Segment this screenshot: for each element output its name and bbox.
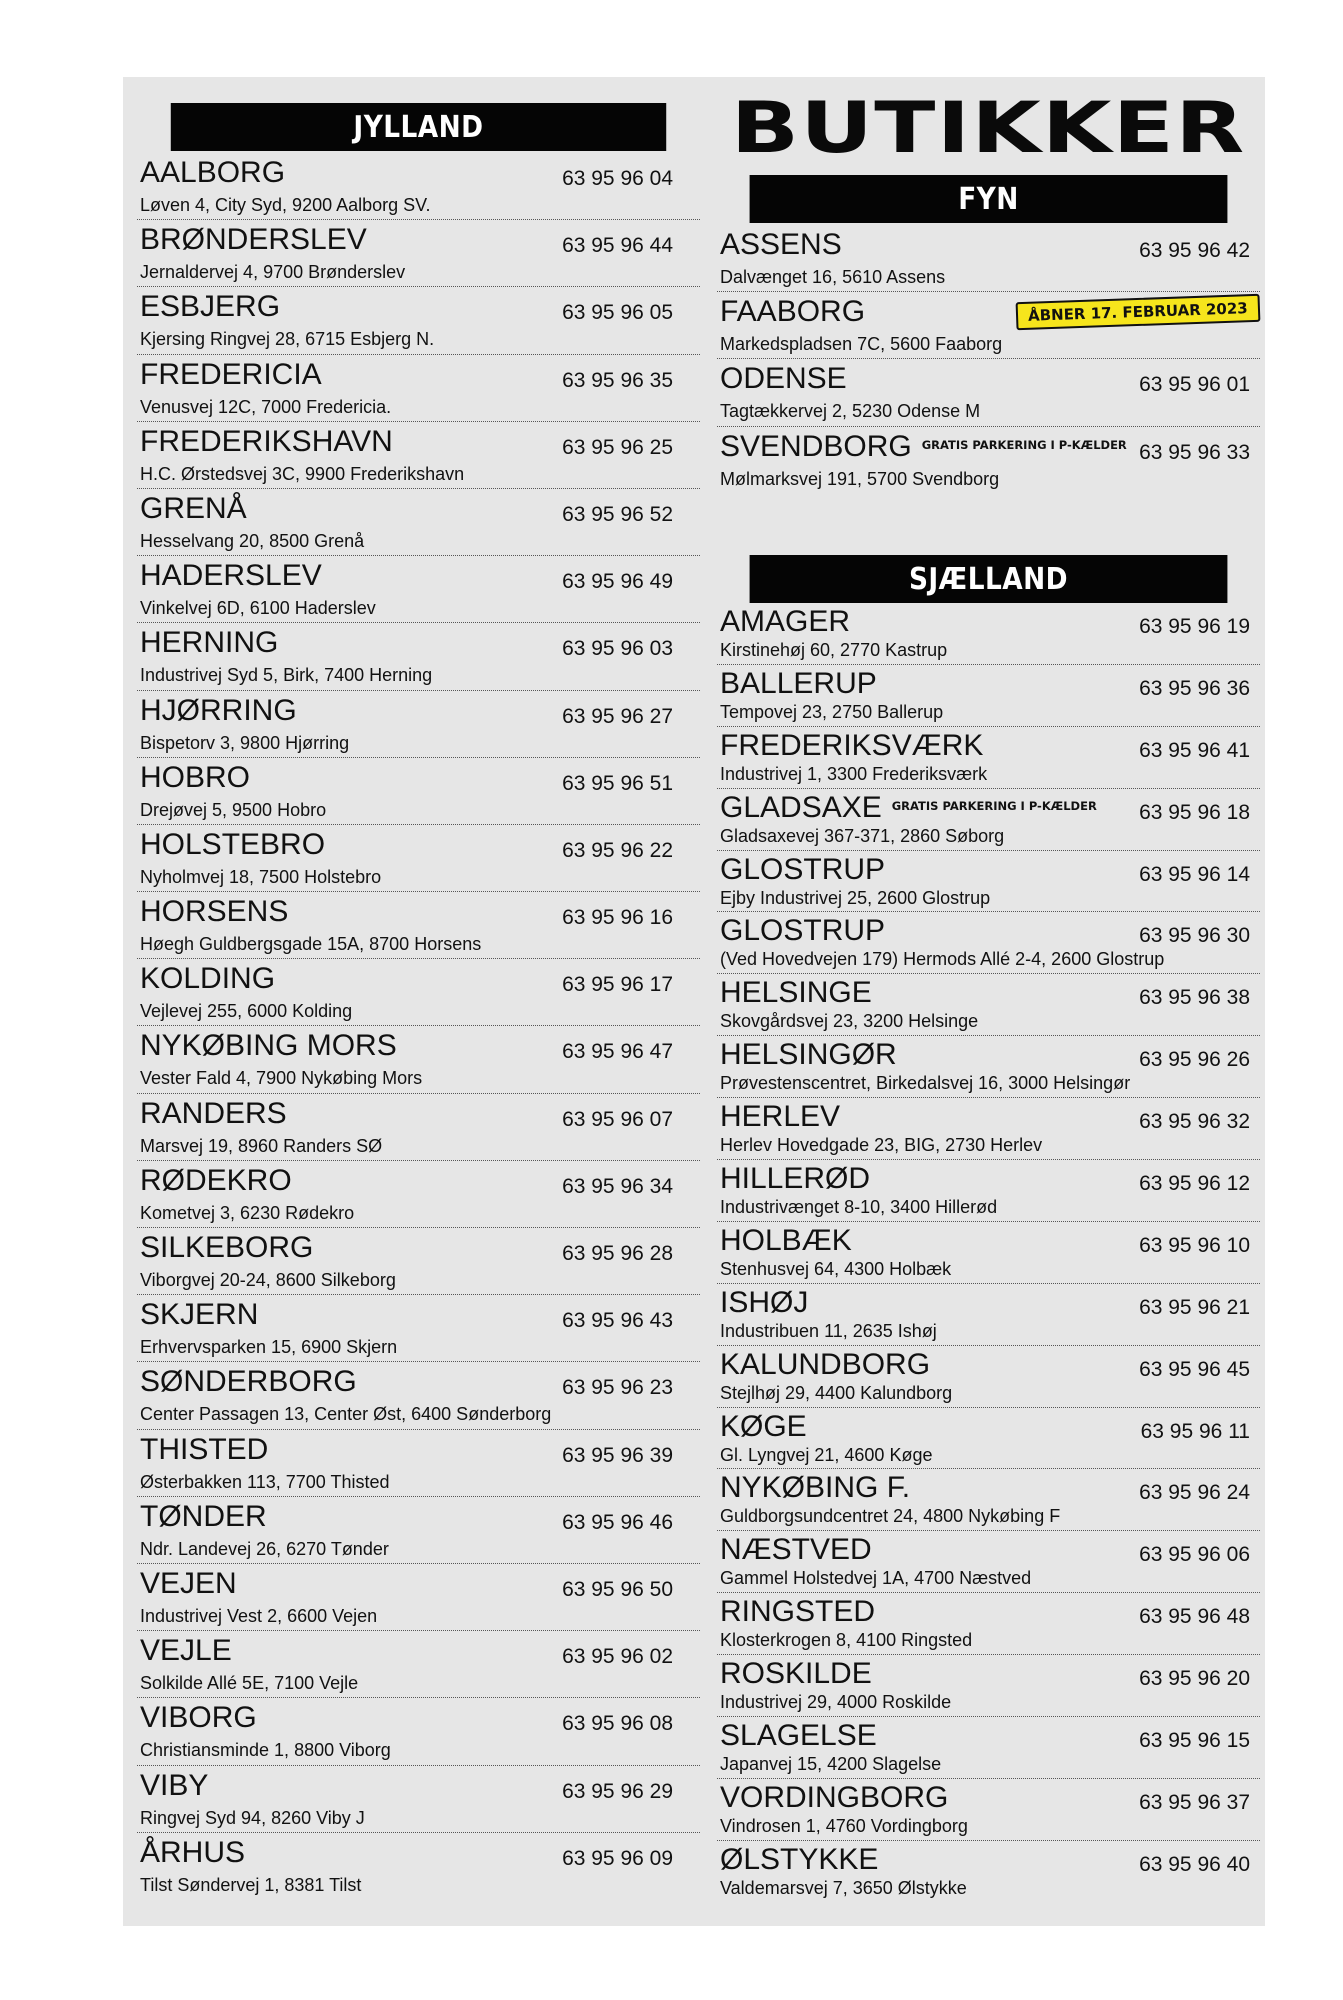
store-address: Vejlevej 255, 6000 Kolding	[140, 1001, 353, 1022]
jylland-store-list	[137, 153, 700, 1900]
store-address: Industrivej Syd 5, Birk, 7400 Herning	[140, 665, 433, 686]
store-name	[720, 1472, 910, 1504]
store-phone: 63 95 96 40	[1139, 1852, 1250, 1876]
store-phone: 63 95 96 33	[1139, 440, 1250, 464]
store-name-text: BALLERUP	[720, 666, 877, 700]
store-phone: 63 95 96 19	[1139, 615, 1250, 638]
store-name	[140, 1232, 313, 1264]
store-phone: 63 95 96 14	[1139, 862, 1250, 886]
store-name-text: KOLDING	[140, 962, 276, 996]
store-address: Kjersing Ringvej 28, 6715 Esbjerg N.	[140, 329, 435, 350]
store-name-text: ASSENS	[720, 228, 842, 261]
store-row	[717, 1036, 1260, 1098]
store-name	[140, 157, 285, 189]
store-address: (Ved Hovedvejen 179) Hermods Allé 2-4, 2600 Glostrup	[720, 949, 1165, 970]
store-name	[720, 1844, 878, 1876]
store-name-text: VEJEN	[140, 1566, 237, 1600]
store-name	[140, 1501, 267, 1533]
store-row	[717, 1469, 1260, 1531]
store-name-text: KØGE	[720, 1409, 807, 1443]
store-name	[140, 1030, 397, 1062]
fyn-column	[717, 175, 1260, 494]
store-name-text: SLAGELSE	[720, 1719, 877, 1753]
store-name-text: HILLERØD	[720, 1162, 871, 1196]
store-address: Industribuen 11, 2635 Ishøj	[720, 1320, 937, 1341]
store-name-text: FREDERICIA	[140, 357, 322, 391]
store-row	[717, 427, 1260, 494]
store-phone: 63 95 96 34	[562, 1174, 673, 1198]
store-phone: 63 95 96 07	[562, 1107, 673, 1131]
store-row	[137, 1026, 700, 1093]
store-row	[137, 153, 700, 220]
store-name	[140, 359, 322, 391]
store-address: Vinkelvej 6D, 6100 Haderslev	[140, 598, 376, 619]
store-address: Mølmarksvej 191, 5700 Svendborg	[720, 468, 1000, 489]
store-address: Tagtækkervej 2, 5230 Odense M	[720, 401, 981, 422]
store-name-text: ESBJERG	[140, 290, 281, 324]
store-name-text: TØNDER	[140, 1499, 267, 1533]
store-row	[137, 825, 700, 892]
store-address: Kometvej 3, 6230 Rødekro	[140, 1202, 355, 1223]
store-phone: 63 95 96 46	[562, 1510, 673, 1534]
store-address: Solkilde Allé 5E, 7100 Vejle	[140, 1673, 359, 1694]
store-phone: 63 95 96 23	[562, 1376, 673, 1400]
store-address: Gladsaxevej 367-371, 2860 Søborg	[720, 825, 1005, 846]
store-row	[137, 287, 700, 354]
store-name-text: NYKØBING F.	[720, 1471, 911, 1505]
store-name-text: GRENÅ	[140, 491, 247, 525]
store-name	[140, 896, 288, 928]
store-phone: 63 95 96 52	[562, 502, 673, 526]
store-row	[137, 1833, 700, 1900]
store-name-text: THISTED	[140, 1432, 269, 1466]
store-row	[717, 665, 1260, 727]
store-name-text: ØLSTYKKE	[720, 1842, 879, 1876]
store-row	[717, 1717, 1260, 1779]
store-address: Prøvestenscentret, Birkedalsvej 16, 3000 Helsingør	[720, 1073, 1131, 1094]
fyn-title: FYN	[958, 181, 1019, 217]
store-address: Ejby Industrivej 25, 2600 Glostrup	[720, 887, 991, 908]
store-row	[137, 422, 700, 489]
store-row	[137, 1698, 700, 1765]
store-address: Vindrosen 1, 4760 Vordingborg	[720, 1815, 968, 1836]
store-row	[717, 1222, 1260, 1284]
store-address: Stejlhøj 29, 4400 Kalundborg	[720, 1382, 953, 1403]
store-phone: 63 95 96 16	[562, 906, 673, 930]
store-name	[140, 1568, 237, 1600]
store-name	[140, 1165, 292, 1197]
sjaelland-header	[750, 555, 1228, 603]
store-phone: 63 95 96 41	[1139, 738, 1250, 762]
store-name	[140, 1299, 258, 1331]
store-name	[140, 1770, 208, 1802]
store-phone: 63 95 96 45	[1139, 1357, 1250, 1381]
store-name-text: HERNING	[140, 626, 279, 660]
store-row	[717, 1346, 1260, 1408]
store-address: Guldborgsundcentret 24, 4800 Nykøbing F	[720, 1506, 1061, 1527]
store-phone: 63 95 96 44	[562, 234, 673, 258]
store-name-text: SILKEBORG	[140, 1231, 314, 1264]
store-name	[720, 229, 842, 261]
store-row	[137, 489, 700, 556]
store-address: Tilst Søndervej 1, 8381 Tilst	[140, 1874, 362, 1895]
store-name-text: ISHØJ	[720, 1285, 809, 1319]
store-phone: 63 95 96 03	[562, 637, 673, 661]
store-phone: 63 95 96 32	[1139, 1110, 1250, 1134]
store-phone: 63 95 96 04	[562, 167, 673, 190]
store-row	[137, 1631, 700, 1698]
store-phone: 63 95 96 39	[562, 1443, 673, 1467]
store-name	[720, 854, 885, 886]
store-name	[140, 1098, 287, 1130]
store-row	[137, 1430, 700, 1497]
store-row	[717, 292, 1260, 359]
store-name	[720, 915, 885, 947]
store-row	[137, 1094, 700, 1161]
store-name-text: GLOSTRUP	[720, 852, 886, 886]
sjaelland-store-list	[717, 603, 1260, 1903]
store-row	[717, 1408, 1260, 1470]
store-address: Japanvej 15, 4200 Slagelse	[720, 1754, 942, 1775]
store-row	[137, 623, 700, 690]
store-address: Stenhusvej 64, 4300 Holbæk	[720, 1258, 952, 1279]
store-address: Industrivej 29, 4000 Roskilde	[720, 1692, 952, 1713]
store-name	[720, 1720, 877, 1752]
store-phone: 63 95 96 42	[1139, 239, 1250, 262]
store-name-text: SVENDBORG	[720, 429, 912, 463]
store-address: Kirstinehøj 60, 2770 Kastrup	[720, 640, 948, 660]
store-name-text: HORSENS	[140, 895, 289, 929]
store-address: Ringvej Syd 94, 8260 Viby J	[140, 1807, 365, 1828]
store-row	[717, 1098, 1260, 1160]
store-address: Industrivej 1, 3300 Frederiksværk	[720, 763, 988, 784]
store-name	[720, 730, 983, 762]
store-phone: 63 95 96 12	[1139, 1172, 1250, 1196]
store-row	[137, 1362, 700, 1429]
store-name	[720, 668, 877, 700]
store-address: Skovgårdsvej 23, 3200 Helsinge	[720, 1011, 979, 1032]
store-name-text: VEJLE	[140, 1634, 232, 1668]
store-row	[137, 220, 700, 287]
store-name-text: NÆSTVED	[720, 1533, 872, 1567]
store-name	[720, 977, 872, 1009]
store-row	[717, 727, 1260, 789]
store-phone: 63 95 96 29	[562, 1779, 673, 1803]
store-row	[717, 225, 1260, 292]
store-row	[717, 912, 1260, 974]
parking-note: GRATIS PARKERING I P-KÆLDER	[891, 798, 1097, 813]
store-name-text: SKJERN	[140, 1298, 259, 1332]
store-address: Høegh Guldbergsgade 15A, 8700 Horsens	[140, 934, 482, 955]
store-name	[140, 762, 250, 794]
store-name	[140, 224, 367, 256]
store-name-text: FREDERIKSHAVN	[140, 424, 393, 458]
store-row	[137, 1295, 700, 1362]
store-address: Herlev Hovedgade 23, BIG, 2730 Herlev	[720, 1135, 1043, 1156]
store-address: Industrivej Vest 2, 6600 Vejen	[140, 1605, 378, 1626]
store-name	[720, 1039, 897, 1071]
store-name-text: RØDEKRO	[140, 1163, 292, 1197]
store-name-text: HELSINGØR	[720, 1038, 897, 1072]
store-name	[720, 1411, 807, 1443]
store-name-text: ODENSE	[720, 362, 847, 396]
store-phone: 63 95 96 08	[562, 1712, 673, 1736]
store-name	[720, 1225, 852, 1257]
store-phone: 63 95 96 49	[562, 570, 673, 594]
store-address: Marsvej 19, 8960 Randers SØ	[140, 1135, 383, 1156]
store-name-text: KALUNDBORG	[720, 1347, 931, 1381]
store-name	[140, 426, 393, 458]
store-name	[140, 560, 322, 592]
store-name	[720, 1163, 870, 1195]
store-name-text: NYKØBING MORS	[140, 1029, 397, 1063]
fyn-store-list	[717, 225, 1260, 494]
store-row	[717, 1593, 1260, 1655]
store-row	[717, 603, 1260, 665]
store-row	[137, 1766, 700, 1833]
store-name-text: SØNDERBORG	[140, 1365, 357, 1399]
store-name	[720, 1782, 948, 1814]
store-name	[140, 493, 247, 525]
store-name	[720, 792, 1097, 825]
sjaelland-column	[717, 555, 1260, 1903]
store-row	[137, 1161, 700, 1228]
store-name-text: HOBRO	[140, 760, 251, 794]
store-address: Vester Fald 4, 7900 Nykøbing Mors	[140, 1068, 423, 1089]
store-phone: 63 95 96 01	[1139, 373, 1250, 397]
store-name-text: GLOSTRUP	[720, 914, 886, 948]
store-address: Tempovej 23, 2750 Ballerup	[720, 701, 944, 722]
store-phone: 63 95 96 38	[1139, 986, 1250, 1010]
store-row	[137, 691, 700, 758]
store-name-text: HERLEV	[720, 1100, 841, 1134]
store-name	[720, 606, 850, 638]
store-phone: 63 95 96 05	[562, 301, 673, 325]
store-name-text: GLADSAXE	[720, 790, 882, 824]
store-name-text: FAABORG	[720, 295, 866, 329]
store-name	[140, 695, 297, 727]
store-name	[140, 1635, 232, 1667]
store-row	[137, 1564, 700, 1631]
store-phone: 63 95 96 15	[1139, 1729, 1250, 1753]
fyn-header	[750, 175, 1228, 223]
store-phone: 63 95 96 06	[1139, 1543, 1250, 1567]
store-name	[140, 1837, 245, 1869]
store-row	[717, 1284, 1260, 1346]
store-row	[137, 1497, 700, 1564]
store-name	[140, 829, 325, 861]
store-name-text: HOLBÆK	[720, 1223, 852, 1257]
store-name-text: BRØNDERSLEV	[140, 223, 367, 257]
store-name-text: VORDINGBORG	[720, 1780, 949, 1814]
store-phone: 63 95 96 20	[1139, 1667, 1250, 1691]
store-name	[720, 296, 865, 328]
store-phone: 63 95 96 18	[1139, 800, 1250, 824]
store-name-text: VIBORG	[140, 1701, 257, 1735]
store-address: Bispetorv 3, 9800 Hjørring	[140, 732, 350, 753]
store-phone: 63 95 96 22	[562, 838, 673, 862]
store-address: H.C. Ørstedsvej 3C, 9900 Frederikshavn	[140, 463, 465, 484]
store-row	[717, 359, 1260, 426]
store-address: Christiansminde 1, 8800 Viborg	[140, 1740, 391, 1761]
store-row	[717, 1655, 1260, 1717]
store-row	[717, 1841, 1260, 1903]
store-address: Ndr. Landevej 26, 6270 Tønder	[140, 1538, 389, 1559]
store-name-text: ROSKILDE	[720, 1657, 872, 1691]
store-name	[140, 1366, 357, 1398]
store-phone: 63 95 96 28	[562, 1242, 673, 1265]
store-phone: 63 95 96 24	[1139, 1481, 1250, 1505]
store-row	[717, 789, 1260, 851]
store-phone: 63 95 96 17	[562, 973, 673, 997]
store-name-text: AMAGER	[720, 605, 851, 638]
store-phone: 63 95 96 50	[562, 1577, 673, 1601]
store-name-text: HADERSLEV	[140, 559, 322, 593]
store-name-text: AALBORG	[140, 156, 286, 189]
store-phone: 63 95 96 10	[1139, 1233, 1250, 1257]
store-name	[720, 1101, 840, 1133]
store-name	[720, 431, 1127, 464]
store-name-text: HJØRRING	[140, 693, 297, 727]
store-name	[140, 1702, 257, 1734]
store-phone: 63 95 96 48	[1139, 1605, 1250, 1629]
store-address: Venusvej 12C, 7000 Fredericia.	[140, 396, 392, 417]
store-phone: 63 95 96 47	[562, 1040, 673, 1064]
store-phone: 63 95 96 36	[1139, 676, 1250, 700]
store-phone: 63 95 96 43	[562, 1309, 673, 1333]
store-name-text: FREDERIKSVÆRK	[720, 728, 984, 762]
store-phone: 63 95 96 25	[562, 435, 673, 459]
store-address: Valdemarsvej 7, 3650 Ølstykke	[720, 1877, 967, 1898]
store-address: Industrivænget 8-10, 3400 Hillerød	[720, 1197, 998, 1218]
store-address: Erhvervsparken 15, 6900 Skjern	[140, 1337, 398, 1358]
store-name-text: RINGSTED	[720, 1595, 876, 1629]
jylland-column	[137, 103, 700, 1900]
store-phone: 63 95 96 30	[1139, 924, 1250, 948]
store-address: Østerbakken 113, 7700 Thisted	[140, 1471, 390, 1492]
store-address: Jernaldervej 4, 9700 Brønderslev	[140, 262, 406, 283]
store-address: Klosterkrogen 8, 4100 Ringsted	[720, 1630, 973, 1651]
parking-note: GRATIS PARKERING I P-KÆLDER	[921, 437, 1127, 452]
store-row	[717, 974, 1260, 1036]
store-address: Center Passagen 13, Center Øst, 6400 Sønderborg	[140, 1404, 552, 1425]
store-address: Løven 4, City Syd, 9200 Aalborg SV.	[140, 195, 431, 215]
store-phone: 63 95 96 27	[562, 704, 673, 728]
store-phone: 63 95 96 09	[562, 1846, 673, 1870]
brand-text: BUTIKKER	[731, 87, 1246, 169]
store-name-text: HOLSTEBRO	[140, 827, 326, 861]
store-phone: 63 95 96 37	[1139, 1790, 1250, 1814]
store-name	[140, 963, 275, 995]
sjaelland-title: SJÆLLAND	[908, 561, 1069, 597]
opening-badge: ÅBNER 17. FEBRUAR 2023	[1016, 294, 1261, 330]
store-name	[140, 1434, 268, 1466]
store-row	[717, 1160, 1260, 1222]
store-name	[720, 1658, 872, 1690]
store-phone: 63 95 96 51	[562, 771, 673, 795]
store-row	[717, 1531, 1260, 1593]
store-address: Markedspladsen 7C, 5600 Faaborg	[720, 334, 1003, 355]
store-row	[137, 556, 700, 623]
store-row	[137, 758, 700, 825]
store-address: Dalvænget 16, 5610 Assens	[720, 267, 946, 287]
store-name	[140, 291, 280, 323]
store-name	[720, 1534, 872, 1566]
store-name-text: VIBY	[140, 1768, 209, 1802]
jylland-title: JYLLAND	[353, 109, 484, 145]
store-name-text: ÅRHUS	[140, 1835, 246, 1869]
brand-title	[717, 87, 1260, 169]
store-name-text: RANDERS	[140, 1096, 287, 1130]
store-address: Viborgvej 20-24, 8600 Silkeborg	[140, 1270, 396, 1290]
store-address: Hesselvang 20, 8500 Grenå	[140, 530, 365, 551]
store-row	[137, 959, 700, 1026]
store-phone: 63 95 96 35	[562, 368, 673, 392]
store-phone: 63 95 96 21	[1139, 1295, 1250, 1319]
store-phone: 63 95 96 26	[1139, 1048, 1250, 1072]
store-row	[717, 1779, 1260, 1841]
store-name	[720, 363, 847, 395]
store-name	[720, 1287, 808, 1319]
store-row	[137, 1228, 700, 1295]
store-name-text: HELSINGE	[720, 976, 872, 1010]
store-name	[720, 1596, 875, 1628]
store-name	[140, 627, 278, 659]
store-row	[137, 355, 700, 422]
store-address: Drejøvej 5, 9500 Hobro	[140, 799, 327, 820]
store-phone: 63 95 96 11	[1140, 1419, 1250, 1443]
store-address: Nyholmvej 18, 7500 Holstebro	[140, 866, 382, 887]
store-row	[717, 851, 1260, 913]
store-phone: 63 95 96 02	[562, 1645, 673, 1669]
store-address: Gl. Lyngvej 21, 4600 Køge	[720, 1444, 933, 1465]
jylland-header	[171, 103, 666, 151]
store-address: Gammel Holstedvej 1A, 4700 Næstved	[720, 1568, 1032, 1589]
store-name	[720, 1349, 930, 1381]
store-row	[137, 892, 700, 959]
